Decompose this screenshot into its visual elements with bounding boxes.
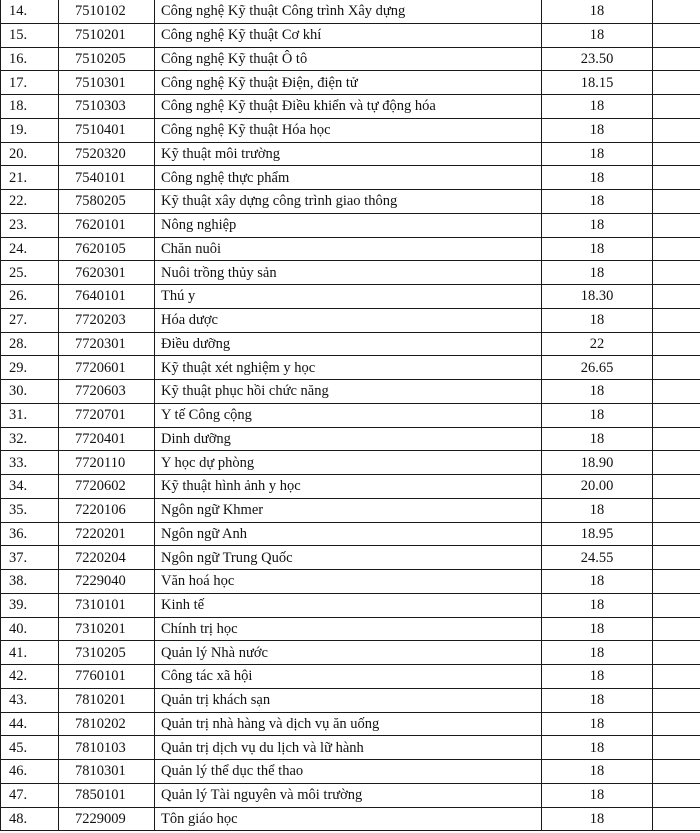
- row-number-cell: 31.: [1, 403, 59, 427]
- row-number-cell: 28.: [1, 332, 59, 356]
- major-code-cell: 7620301: [59, 261, 155, 285]
- note-cell: [653, 617, 700, 641]
- table-row: [1, 0, 700, 23]
- major-name-cell: Tôn giáo học: [155, 807, 542, 831]
- major-name-cell: Ngôn ngữ Trung Quốc: [155, 546, 542, 570]
- score-cell: 18.95: [542, 522, 653, 546]
- score-cell: 18: [542, 95, 653, 119]
- major-name-cell: Quản lý thể dục thể thao: [155, 760, 542, 784]
- table-row: [1, 475, 700, 499]
- major-code-cell: 7720110: [59, 451, 155, 475]
- major-name-cell: Công nghệ thực phẩm: [155, 166, 542, 190]
- score-cell: 18: [542, 712, 653, 736]
- major-code-cell: 7720701: [59, 403, 155, 427]
- row-number-cell: 30.: [1, 380, 59, 404]
- table-row: [1, 498, 700, 522]
- note-cell: [653, 475, 700, 499]
- note-cell: [653, 285, 700, 309]
- major-code-cell: 7310205: [59, 641, 155, 665]
- score-cell: 18: [542, 641, 653, 665]
- major-name-cell: Ngôn ngữ Anh: [155, 522, 542, 546]
- score-cell: 26.65: [542, 356, 653, 380]
- major-name-cell: Hóa dược: [155, 308, 542, 332]
- major-code-cell: 7720603: [59, 380, 155, 404]
- table-body: [1, 0, 700, 831]
- row-number-cell: 36.: [1, 522, 59, 546]
- note-cell: [653, 95, 700, 119]
- note-cell: [653, 166, 700, 190]
- row-number-cell: 48.: [1, 807, 59, 831]
- major-code-cell: 7720601: [59, 356, 155, 380]
- score-cell: 18: [542, 261, 653, 285]
- major-name-cell: Công nghệ Kỹ thuật Điều khiển và tự động hóa: [155, 95, 542, 119]
- score-cell: 18: [542, 736, 653, 760]
- major-code-cell: 7720301: [59, 332, 155, 356]
- score-cell: 18: [542, 23, 653, 47]
- row-number-cell: 29.: [1, 356, 59, 380]
- note-cell: [653, 261, 700, 285]
- major-code-cell: 7850101: [59, 783, 155, 807]
- major-code-cell: 7760101: [59, 665, 155, 689]
- major-name-cell: Kinh tế: [155, 593, 542, 617]
- note-cell: [653, 760, 700, 784]
- row-number-cell: 21.: [1, 166, 59, 190]
- major-name-cell: Thú y: [155, 285, 542, 309]
- note-cell: [653, 593, 700, 617]
- major-name-cell: Quản trị khách sạn: [155, 688, 542, 712]
- table-row: [1, 71, 700, 95]
- score-cell: 18: [542, 213, 653, 237]
- row-number-cell: 27.: [1, 308, 59, 332]
- note-cell: [653, 665, 700, 689]
- major-code-cell: 7510102: [59, 0, 155, 23]
- table-row: [1, 807, 700, 831]
- major-code-cell: 7720401: [59, 427, 155, 451]
- score-cell: 18: [542, 166, 653, 190]
- row-number-cell: 24.: [1, 237, 59, 261]
- table-row: [1, 665, 700, 689]
- major-name-cell: Kỹ thuật phục hồi chức năng: [155, 380, 542, 404]
- major-code-cell: 7810202: [59, 712, 155, 736]
- major-name-cell: Ngôn ngữ Khmer: [155, 498, 542, 522]
- major-name-cell: Chính trị học: [155, 617, 542, 641]
- score-cell: 22: [542, 332, 653, 356]
- row-number-cell: 26.: [1, 285, 59, 309]
- major-code-cell: 7580205: [59, 190, 155, 214]
- major-name-cell: Nuôi trồng thủy sản: [155, 261, 542, 285]
- major-code-cell: 7220106: [59, 498, 155, 522]
- table-row: [1, 308, 700, 332]
- major-code-cell: 7310101: [59, 593, 155, 617]
- row-number-cell: 32.: [1, 427, 59, 451]
- score-cell: 18: [542, 142, 653, 166]
- score-cell: 18: [542, 403, 653, 427]
- row-number-cell: 33.: [1, 451, 59, 475]
- table-row: [1, 570, 700, 594]
- score-cell: 18: [542, 308, 653, 332]
- note-cell: [653, 712, 700, 736]
- score-cell: 18.30: [542, 285, 653, 309]
- row-number-cell: 40.: [1, 617, 59, 641]
- note-cell: [653, 427, 700, 451]
- major-name-cell: Quản lý Nhà nước: [155, 641, 542, 665]
- note-cell: [653, 23, 700, 47]
- table-row: [1, 190, 700, 214]
- major-name-cell: Điều dưỡng: [155, 332, 542, 356]
- note-cell: [653, 641, 700, 665]
- score-cell: 18: [542, 617, 653, 641]
- score-cell: 18: [542, 807, 653, 831]
- row-number-cell: 39.: [1, 593, 59, 617]
- table-row: [1, 261, 700, 285]
- row-number-cell: 45.: [1, 736, 59, 760]
- note-cell: [653, 332, 700, 356]
- table-row: [1, 285, 700, 309]
- major-code-cell: 7510401: [59, 118, 155, 142]
- table-row: [1, 403, 700, 427]
- major-name-cell: Công nghệ Kỹ thuật Hóa học: [155, 118, 542, 142]
- note-cell: [653, 213, 700, 237]
- major-name-cell: Quản lý Tài nguyên và môi trường: [155, 783, 542, 807]
- major-code-cell: 7510205: [59, 47, 155, 71]
- table-row: [1, 47, 700, 71]
- note-cell: [653, 237, 700, 261]
- score-cell: 18: [542, 498, 653, 522]
- note-cell: [653, 356, 700, 380]
- score-cell: 18: [542, 688, 653, 712]
- major-code-cell: 7620105: [59, 237, 155, 261]
- table-row: [1, 783, 700, 807]
- score-cell: 18: [542, 427, 653, 451]
- row-number-cell: 44.: [1, 712, 59, 736]
- table-row: [1, 356, 700, 380]
- major-code-cell: 7510301: [59, 71, 155, 95]
- note-cell: [653, 118, 700, 142]
- table-row: [1, 380, 700, 404]
- major-name-cell: Quản trị dịch vụ du lịch và lữ hành: [155, 736, 542, 760]
- note-cell: [653, 546, 700, 570]
- table-row: [1, 617, 700, 641]
- table-row: [1, 332, 700, 356]
- score-cell: 18: [542, 380, 653, 404]
- major-code-cell: 7510303: [59, 95, 155, 119]
- score-cell: 18: [542, 190, 653, 214]
- note-cell: [653, 570, 700, 594]
- row-number-cell: 38.: [1, 570, 59, 594]
- note-cell: [653, 451, 700, 475]
- row-number-cell: 15.: [1, 23, 59, 47]
- major-name-cell: Công nghệ Kỹ thuật Điện, điện tử: [155, 71, 542, 95]
- major-name-cell: Công nghệ Kỹ thuật Ô tô: [155, 47, 542, 71]
- row-number-cell: 16.: [1, 47, 59, 71]
- row-number-cell: 23.: [1, 213, 59, 237]
- row-number-cell: 25.: [1, 261, 59, 285]
- table-row: [1, 546, 700, 570]
- score-cell: 18: [542, 0, 653, 23]
- score-cell: 18.90: [542, 451, 653, 475]
- note-cell: [653, 190, 700, 214]
- row-number-cell: 42.: [1, 665, 59, 689]
- table-row: [1, 95, 700, 119]
- table-row: [1, 142, 700, 166]
- note-cell: [653, 71, 700, 95]
- major-code-cell: 7640101: [59, 285, 155, 309]
- note-cell: [653, 736, 700, 760]
- major-name-cell: Kỹ thuật môi trường: [155, 142, 542, 166]
- major-name-cell: Dinh dưỡng: [155, 427, 542, 451]
- table-row: [1, 166, 700, 190]
- major-code-cell: 7220204: [59, 546, 155, 570]
- row-number-cell: 43.: [1, 688, 59, 712]
- major-code-cell: 7540101: [59, 166, 155, 190]
- major-code-cell: 7520320: [59, 142, 155, 166]
- major-code-cell: 7310201: [59, 617, 155, 641]
- major-code-cell: 7810103: [59, 736, 155, 760]
- major-name-cell: Y học dự phòng: [155, 451, 542, 475]
- table-row: [1, 237, 700, 261]
- row-number-cell: 46.: [1, 760, 59, 784]
- major-name-cell: Công tác xã hội: [155, 665, 542, 689]
- major-code-cell: 7220201: [59, 522, 155, 546]
- score-cell: 23.50: [542, 47, 653, 71]
- major-name-cell: Kỹ thuật xét nghiệm y học: [155, 356, 542, 380]
- table-row: [1, 688, 700, 712]
- note-cell: [653, 403, 700, 427]
- table-row: [1, 213, 700, 237]
- row-number-cell: 20.: [1, 142, 59, 166]
- major-name-cell: Y tế Công cộng: [155, 403, 542, 427]
- table-row: [1, 641, 700, 665]
- score-cell: 18: [542, 593, 653, 617]
- row-number-cell: 22.: [1, 190, 59, 214]
- table-row: [1, 736, 700, 760]
- major-code-cell: 7229009: [59, 807, 155, 831]
- note-cell: [653, 0, 700, 23]
- major-name-cell: Văn hoá học: [155, 570, 542, 594]
- score-cell: 18: [542, 783, 653, 807]
- note-cell: [653, 498, 700, 522]
- note-cell: [653, 308, 700, 332]
- score-cell: 20.00: [542, 475, 653, 499]
- score-cell: 18: [542, 570, 653, 594]
- row-number-cell: 14.: [1, 0, 59, 23]
- table-row: [1, 451, 700, 475]
- table-row: [1, 427, 700, 451]
- major-name-cell: Kỹ thuật xây dựng công trình giao thông: [155, 190, 542, 214]
- note-cell: [653, 47, 700, 71]
- score-cell: 24.55: [542, 546, 653, 570]
- note-cell: [653, 142, 700, 166]
- row-number-cell: 35.: [1, 498, 59, 522]
- major-code-cell: 7720203: [59, 308, 155, 332]
- table-row: [1, 593, 700, 617]
- major-name-cell: Công nghệ Kỹ thuật Cơ khí: [155, 23, 542, 47]
- row-number-cell: 47.: [1, 783, 59, 807]
- table-row: [1, 522, 700, 546]
- note-cell: [653, 807, 700, 831]
- table-row: [1, 712, 700, 736]
- major-code-cell: 7720602: [59, 475, 155, 499]
- note-cell: [653, 688, 700, 712]
- score-cell: 18: [542, 665, 653, 689]
- major-name-cell: Quản trị nhà hàng và dịch vụ ăn uống: [155, 712, 542, 736]
- table-row: [1, 760, 700, 784]
- major-code-cell: 7810201: [59, 688, 155, 712]
- row-number-cell: 41.: [1, 641, 59, 665]
- note-cell: [653, 783, 700, 807]
- major-name-cell: Chăn nuôi: [155, 237, 542, 261]
- row-number-cell: 18.: [1, 95, 59, 119]
- row-number-cell: 19.: [1, 118, 59, 142]
- row-number-cell: 34.: [1, 475, 59, 499]
- score-cell: 18: [542, 118, 653, 142]
- major-name-cell: Nông nghiệp: [155, 213, 542, 237]
- note-cell: [653, 380, 700, 404]
- score-cell: 18: [542, 760, 653, 784]
- table-row: [1, 23, 700, 47]
- major-code-cell: 7229040: [59, 570, 155, 594]
- table-row: [1, 118, 700, 142]
- major-code-cell: 7510201: [59, 23, 155, 47]
- major-code-cell: 7810301: [59, 760, 155, 784]
- score-cell: 18.15: [542, 71, 653, 95]
- major-name-cell: Kỹ thuật hình ảnh y học: [155, 475, 542, 499]
- score-cell: 18: [542, 237, 653, 261]
- row-number-cell: 17.: [1, 71, 59, 95]
- note-cell: [653, 522, 700, 546]
- major-code-cell: 7620101: [59, 213, 155, 237]
- row-number-cell: 37.: [1, 546, 59, 570]
- major-name-cell: Công nghệ Kỹ thuật Công trình Xây dựng: [155, 0, 542, 23]
